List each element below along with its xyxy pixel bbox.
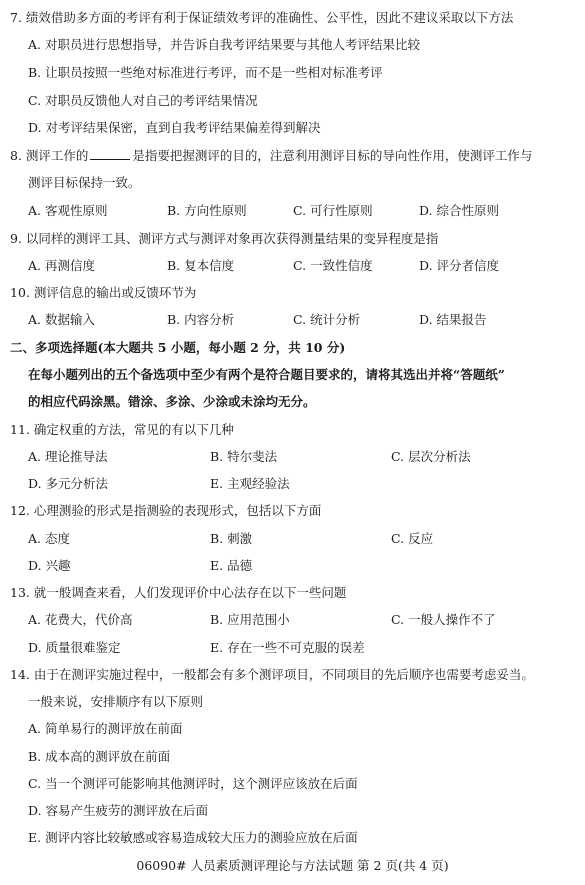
q9-option-c: C. 一致性信度	[293, 258, 373, 273]
q9-options	[0, 258, 585, 274]
q8-stem	[10, 148, 532, 164]
q10-option-c: C. 统计分析	[293, 312, 361, 327]
q14-option-d: D. 容易产生疲劳的测评放在后面	[28, 803, 209, 818]
q8-blank	[90, 148, 130, 160]
q14-option-e: E. 测评内容比较敏感或容易造成较大压力的测验应放在后面	[28, 830, 358, 845]
q8-options	[0, 203, 585, 219]
q12-option-e: E. 品德	[210, 558, 253, 573]
q13-options-row1	[0, 612, 585, 628]
q12-stem: 12. 心理测验的形式是指测验的表现形式，包括以下方面	[10, 503, 322, 518]
q13-option-a: A. 花费大，代价高	[28, 612, 133, 627]
q8-stem-cont: 测评目标保持一致。	[28, 175, 141, 190]
q12-option-c: C. 反应	[391, 531, 434, 546]
q8-option-d: D. 综合性原则	[419, 203, 500, 218]
q10-options	[0, 312, 585, 328]
section2-instruction-2: 的相应代码涂黑。错涂、多涂、少涂或未涂均无分。	[28, 394, 316, 409]
q12-option-b: B. 刺激	[210, 531, 253, 546]
q12-option-d: D. 兴趣	[28, 558, 71, 573]
q10-stem: 10. 测评信息的输出或反馈环节为	[10, 285, 197, 300]
q12-options-row1	[0, 531, 585, 547]
q13-option-c: C. 一般人操作不了	[391, 612, 496, 627]
q7-option-c: C. 对职员反馈他人对自己的考评结果情况	[28, 93, 258, 108]
q8-stem-after: 是指要把握测评的目的，注意利用测评目标的导向性作用，使测评工作与	[132, 148, 533, 163]
q11-option-d: D. 多元分析法	[28, 476, 109, 491]
q14-option-b: B. 成本高的测评放在前面	[28, 749, 171, 764]
q8-option-a: A. 客观性原则	[28, 203, 108, 218]
q13-option-b: B. 应用范围小	[210, 612, 290, 627]
q9-option-d: D. 评分者信度	[419, 258, 500, 273]
q7-option-b: B. 让职员按照一些绝对标准进行考评，而不是一些相对标准考评	[28, 65, 383, 80]
q11-stem: 11. 确定权重的方法，常见的有以下几种	[10, 422, 234, 437]
q11-options-row2	[0, 476, 585, 492]
q13-option-d: D. 质量很难鉴定	[28, 640, 121, 655]
section2-title: 二、多项选择题(本大题共 5 小题，每小题 2 分，共 10 分)	[10, 340, 346, 355]
q10-option-d: D. 结果报告	[419, 312, 487, 327]
q14-stem-cont: 一般来说，安排顺序有以下原则	[28, 694, 204, 709]
q13-options-row2	[0, 640, 585, 656]
q11-option-b: B. 特尔斐法	[210, 449, 278, 464]
q11-option-e: E. 主观经验法	[210, 476, 290, 491]
section2-instruction-1: 在每小题列出的五个备选项中至少有两个是符合题目要求的，请将其选出并将“答题纸”	[28, 367, 505, 382]
q9-stem: 9. 以同样的测评工具、测评方式与测评对象再次获得测量结果的变异程度是指	[10, 231, 439, 246]
page-footer: 06090# 人员素质测评理论与方法试题 第 2 页(共 4 页)	[136, 858, 449, 873]
q8-option-c: C. 可行性原则	[293, 203, 373, 218]
q11-options-row1	[0, 449, 585, 465]
q7-stem: 7. 绩效借助多方面的考评有利于保证绩效考评的准确性、公平性，因此不建议采取以下方法	[10, 10, 514, 25]
q9-option-b: B. 复本信度	[167, 258, 235, 273]
q13-option-e: E. 存在一些不可克服的误差	[210, 640, 365, 655]
q14-stem: 14. 由于在测评实施过程中，一般都会有多个测评项目，不同项目的先后顺序也需要考虑妥当。	[10, 667, 534, 682]
q8-stem-before: 8. 测评工作的	[10, 148, 89, 163]
q12-option-a: A. 态度	[28, 531, 70, 546]
q10-option-a: A. 数据输入	[28, 312, 95, 327]
q9-option-a: A. 再测信度	[28, 258, 95, 273]
q7-option-d: D. 对考评结果保密，直到自我考评结果偏差得到解决	[28, 120, 321, 135]
q8-option-b: B. 方向性原则	[167, 203, 247, 218]
q7-option-a: A. 对职员进行思想指导，并告诉自我考评结果要与其他人考评结果比较	[28, 37, 420, 52]
q12-options-row2	[0, 558, 585, 574]
q14-option-c: C. 当一个测评可能影响其他测评时，这个测评应该放在后面	[28, 776, 358, 791]
q11-option-a: A. 理论推导法	[28, 449, 108, 464]
q14-option-a: A. 简单易行的测评放在前面	[28, 721, 183, 736]
q11-option-c: C. 层次分析法	[391, 449, 471, 464]
q10-option-b: B. 内容分析	[167, 312, 235, 327]
q13-stem: 13. 就一般调查来看，人们发现评价中心法存在以下一些问题	[10, 585, 347, 600]
